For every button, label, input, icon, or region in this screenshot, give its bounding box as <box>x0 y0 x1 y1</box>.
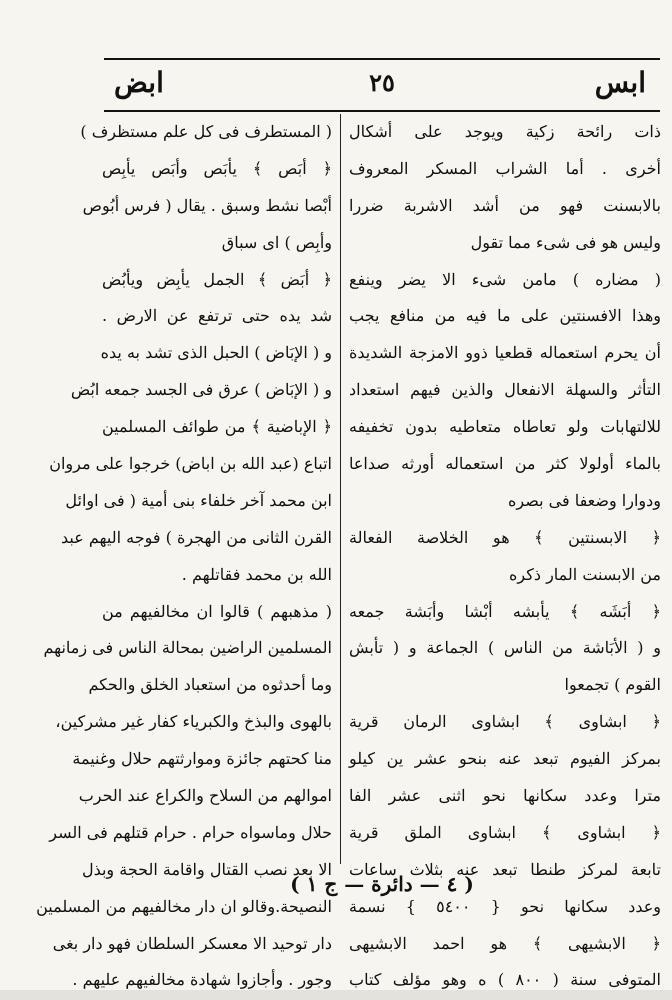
top-rule <box>104 58 660 60</box>
header-rule <box>104 110 660 112</box>
text-line: بالابسنت فهو من أشد الاشربة ضررا <box>349 195 661 215</box>
text-line: اتباع (عبد الله بن اباض) خرجوا على مروان <box>49 454 332 474</box>
text-line: ﴿ ابشاوى ﴾ ابشاوى الملق قرية <box>349 822 661 842</box>
text-line: ﴿ الابسنتين ﴾ هو الخلاصة الفعالة <box>349 527 661 547</box>
text-line: أخرى . أما الشراب المسكر المعروف <box>349 158 661 178</box>
page-number: ٢٥ <box>369 68 395 97</box>
text-line: ﴿ أبَض ﴾ الجمل يأبِض ويأبُض <box>102 269 332 289</box>
text-line: و ( الإبَاض ) عرق فى الجسد جمعه ابُض <box>70 380 332 400</box>
text-line: ﴿ الإباضية ﴾ من طوائف المسلمين <box>102 417 332 437</box>
text-line: تابعة لمركز طنطا تبعد عنه بثلاث ساعات <box>349 859 661 879</box>
text-line: ( مذهبهم ) قالوا ان مخالفيهم من <box>102 601 332 621</box>
header-left-word: ابض <box>114 66 164 99</box>
text-line: وعدد سكانها نحو { ٥٤٠٠ } نسمة <box>349 896 662 916</box>
text-line: منا كحتهم جائزة وموارثتهم حلال وغنيمة <box>72 749 332 769</box>
text-line: ابن محمد آخر خلفاء بنى أمية ( فى اوائل <box>65 490 332 510</box>
text-line: ودوارا وضعفا فى بصره <box>508 490 661 510</box>
text-line: ﴿ أبَص ﴾ يأبَص وأبَص يأبِص <box>102 158 332 178</box>
page-footer: ( ٤ — دائرة — ج ١ ) <box>290 872 474 896</box>
text-line: بالماء أولولا كثر من استعماله أورثه صداعا <box>349 454 661 474</box>
column-divider <box>340 114 341 864</box>
text-line: وجور . وأجازوا شهادة مخالفيهم عليهم . <box>72 970 332 990</box>
text-line: ( المستطرف فى كل علم مستظرف ) <box>80 122 332 141</box>
right-column <box>349 114 661 999</box>
text-line: و ( الإبَاض ) الحبل الذى تشد به يده <box>100 343 332 363</box>
text-line: وليس هو فى شىء مما تقول <box>470 232 661 252</box>
text-line: بمركز الفيوم تبعد عنه بنحو عشر ين كيلو <box>349 749 661 769</box>
text-line: ﴿ ابشاوى ﴾ ابشاوى الرمان قرية <box>349 712 661 732</box>
text-line: المتوفى سنة ( ٨٠٠ ) ه وهو مؤلف كتاب <box>349 970 662 990</box>
text-line: الا بعد نصب القتال واقامة الحجة وبذل <box>81 859 332 879</box>
text-line: للالتهابات ولو تعاطاه متعاطيه بدون تخفيفه <box>349 417 661 437</box>
left-column <box>36 114 332 999</box>
text-line: التأثر والسهلة الانفعال والذين فيهم استعداد <box>349 380 661 400</box>
text-line: شد يده حتى ترتفع عن الارض . <box>102 306 332 326</box>
text-line: الله بن محمد فقاتلهم . <box>181 564 332 584</box>
text-line: وما أحدثوه من استعباد الخلق والحكم <box>88 675 332 695</box>
text-line: أن يحرم استعماله قطعيا ذوو الامزجة الشديدة <box>349 343 661 363</box>
text-line: حلال وماسواه حرام . حرام قتلهم فى السر <box>49 822 332 842</box>
header-right-word: ابس <box>594 66 646 99</box>
text-line: ﴿ أبَشَه ﴾ يأبشه أبْشا وأبَشة جمعه <box>349 601 661 621</box>
text-line: وهذا الافسنتين على ما فيه من منافع يجب <box>349 306 661 326</box>
text-line: مترا وعدد سكانها نحو اثنى عشر الفا <box>349 786 661 806</box>
text-line: ﴿ الابشيهى ﴾ هو احمد الابشيهى <box>349 933 661 953</box>
text-line: النصيحة.وقالو ان دار مخالفيهم من المسلمين <box>36 896 332 916</box>
text-line: القوم ) تجمعوا <box>564 675 661 695</box>
text-line: بالهوى والبذخ والكبرياء كفار غير مشركين، <box>55 712 332 732</box>
text-line: اموالهم من السلاح والكراع عند الحرب <box>78 786 332 806</box>
text-line: وأبِص ) اى سباق <box>221 232 332 252</box>
text-line: المسلمين الراضين بمحالة الناس فى زمانهم <box>43 638 332 658</box>
page-header <box>104 62 660 110</box>
text-line: القرن الثانى من الهجرة ) فوجه اليهم عبد <box>61 527 332 547</box>
text-line: و ( الأبَاشة من الناس ) الجماعة و ( تأبش <box>349 638 661 658</box>
bottom-strip <box>0 990 672 1000</box>
text-line: أبْصا نشط وسبق . يقال ( فرس أبُوص <box>82 195 332 215</box>
text-line: دار توحيد الا معسكر السلطان فهو دار بغى <box>52 933 332 953</box>
text-line: ذات رائحة زكية ويوجد على أشكال <box>349 122 661 141</box>
text-line: من الابسنت المار ذكره <box>509 564 661 584</box>
text-line: ( مضاره ) مامن شىء الا يضر وينفع <box>349 269 661 289</box>
